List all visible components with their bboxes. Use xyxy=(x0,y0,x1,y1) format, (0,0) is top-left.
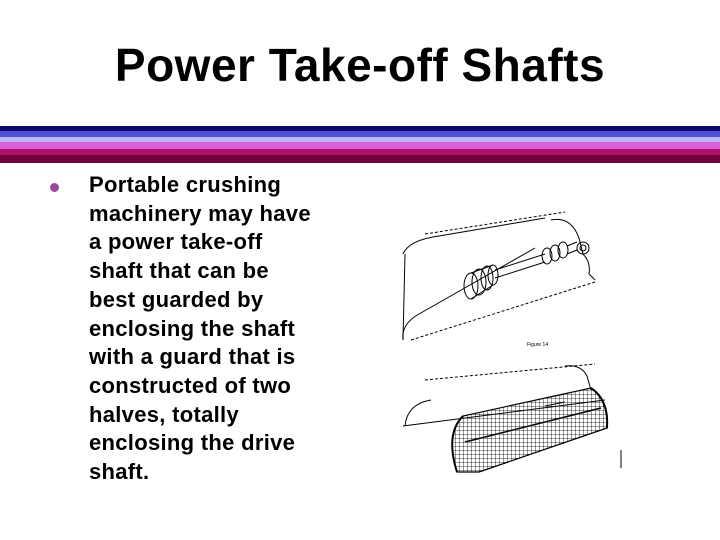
bullet-line: enclosing the drive xyxy=(89,430,296,456)
pto-shaft-guard-illustration xyxy=(395,190,635,480)
bullet-line: halves, totally xyxy=(89,401,240,427)
round-bullet-icon xyxy=(50,183,59,192)
bullet-line: shaft that can be xyxy=(89,258,269,284)
decorative-stripe-band xyxy=(0,126,720,163)
slide-title: Power Take-off Shafts xyxy=(114,39,606,91)
bullet-line: constructed of two xyxy=(89,372,292,398)
bullet-line: a power take-off xyxy=(89,229,263,255)
stripe-maroon xyxy=(0,155,720,163)
bullet-text xyxy=(89,171,389,487)
bullet-line: Portable crushing xyxy=(89,172,282,197)
bullet-line: enclosing the shaft xyxy=(89,315,296,341)
bullet-line: with a guard that is xyxy=(89,344,296,370)
bullet-line: machinery may have xyxy=(89,200,311,226)
bullet-line: best guarded by xyxy=(89,286,264,312)
figure-caption: Figure 14 xyxy=(527,342,549,348)
bullet-line: shaft. xyxy=(89,459,150,485)
stripe-magenta xyxy=(0,142,720,149)
